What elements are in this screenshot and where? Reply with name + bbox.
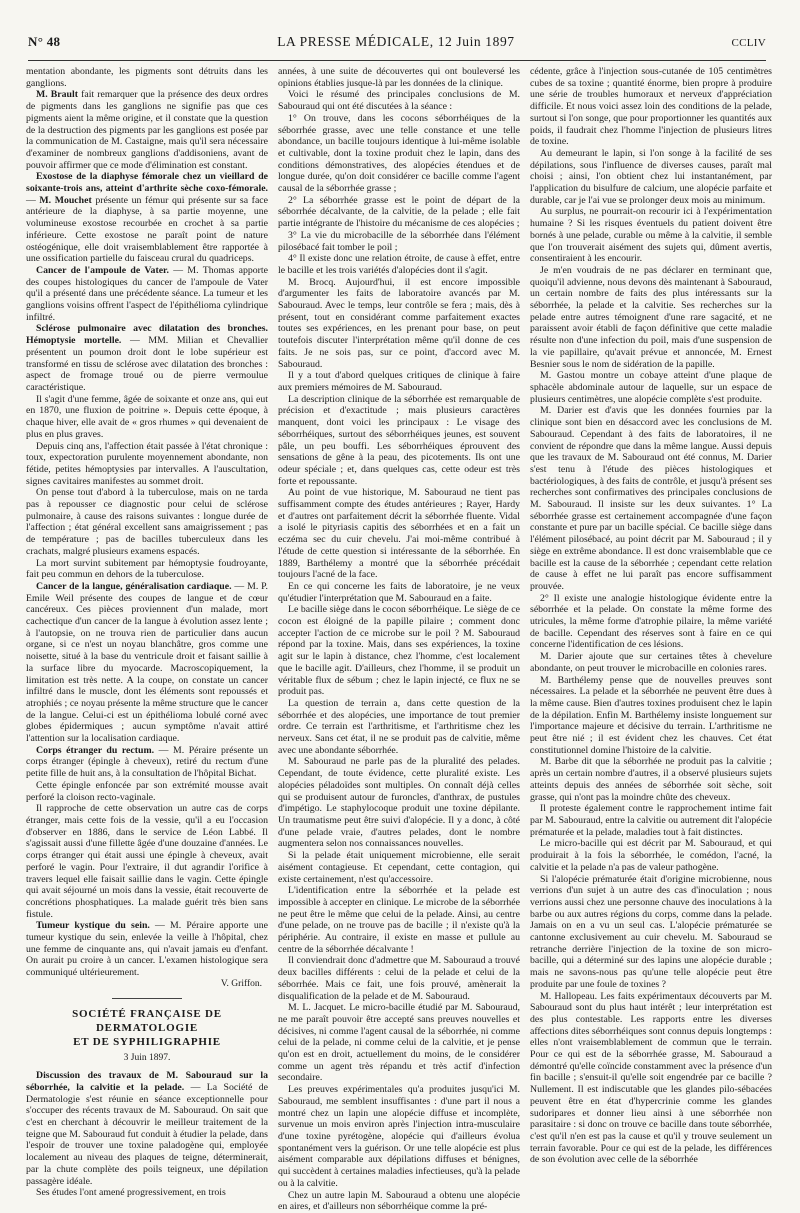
section-paragraph: Cancer de l'ampoule de Vater. — M. Thomas apporte des coupes histologiques du cancer de l'ampoule de Vater qu'il a présenté dans une précédente séance. La tumeur et les ganglions voisins offrent l'aspect de l'épithélioma cylindrique infiltré. bbox=[26, 264, 268, 323]
paragraph: M. Gastou montre un cobaye atteint d'une plaque de sphacèle abdominale autour de laquelle, sur un espace de plusieurs centimètres, une alopécie complète s'est produite. bbox=[530, 370, 772, 405]
paragraph: M. Darier ajoute que sur certaines têtes à chevelure abondante, on peut trouver le microbacille en colonies rares. bbox=[530, 651, 772, 674]
paragraph: Si la pelade était uniquement microbienne, elle serait aisément contagieuse. Et cependant, cette contagion, qui existe certainement, n'est qu'accessoire. bbox=[278, 850, 520, 885]
section-paragraph: Sclérose pulmonaire avec dilatation des bronches. Hémoptysie mortelle. — MM. Milian et Chevallier présentent un poumon droit dont le lobe supérieur est transformé en tissu de sclérose avec dilatation des bronches : aspect de fromage troué ou de pierre vermoulue caractéristique. bbox=[26, 323, 268, 393]
page-header bbox=[28, 34, 766, 58]
paragraph: Ses études l'ont amené progressivement, en trois bbox=[36, 1187, 226, 1199]
paragraph: Si l'alopécie prématurée était d'origine microbienne, nous verrions d'un sujet à un autre des cas d'inoculation ; nous verrions aussi chez une personne chauve des inoculations à la barbe ou aux autres régions du corps, comme dans la pelade. Jamais on en a vu un seul cas. L'alopécie prématurée se cantonne exclusivement au cuir chevelu. M. Sabouraud se retranche derrière l'injection de la toxine de son micro-bacille, qui a déterminé sur des lapins une alopécie durable ; mais ne savons-nous pas qu'une telle alopécie peut être produite par une foule de toxines ? bbox=[530, 873, 772, 990]
paragraph: 1° On trouve, dans les cocons séborrhéiques de la séborrhée grasse, avec une telle constance et une telle abondance, un bacille toujours identique à lui-même isolable et cultivable, dont la toxine produit chez le lapin, dans des conditions démonstratives, des alopécies étendues et de longue durée, qu'on doit considérer ce bacille comme l'agent causal de la séborrhée grasse ; bbox=[278, 112, 520, 195]
column-3 bbox=[530, 66, 772, 1166]
header-rule bbox=[28, 60, 766, 61]
section-title: Exostose de la diaphyse fémorale chez un vieillard de soixante-trois ans, atteint d'arthrite sèche coxo-fémorale. bbox=[26, 171, 268, 195]
paragraph: M. Brocq. Aujourd'hui, il est encore impossible d'argumenter les faits de laboratoire avancés par M. Sabouraud. Avec le temps, leur contrôle se fera ; mais, dès à présent, tout en considérant comme parfaitement exactes toutes ses expériences, en les prenant pour base, on peut toutefois discuter l'interprétation même qu'il donne de ces faits. Je ne sois pas, sur ce point, d'accord avec M. Sabouraud. bbox=[278, 276, 520, 370]
section-divider bbox=[112, 998, 182, 999]
paragraph: 2° La séborrhée grasse est le point de départ de la séborrhée décalvante, de la calvitie, de la pelade ; elle fait partie intégrante de l'histoire du mécanisme de ces alopécies ; bbox=[278, 194, 520, 230]
section-paragraph: Tumeur kystique du sein. — M. Péraire apporte une tumeur kystique du sein, enlevée la veille à l'hôpital, chez une femme de cinquante ans, qui n'avait jamais eu d'enfant. On aurait pu croire à un cancer. L'examen histologique sera communiqué ultérieurement. bbox=[26, 920, 268, 979]
paragraph: M. L. Jacquet. Le micro-bacille étudié par M. Sabouraud, ne me paraît pouvoir être accepté sans preuves nouvelles et décisives, ni comme l'agent causal de la séborrhée, ni comme celui de la pelade, ni comme celui de la calvitie, et je pense qu'on est en droit, actuellement du moins, de le considérer comme un agent très répandu et très actif d'infection secondaire. bbox=[278, 1002, 520, 1084]
column-1 bbox=[26, 66, 269, 1199]
paragraph: M. Brault fait remarquer que la présence des deux ordres de pigments dans les ganglions ne signifie pas que ces pigments aient la même origine, et il constate que la question de la destruction des pigments par les ganglions est posée par la communication de M. Castaigne, mais qu'il sera nécessaire d'examiner de nombreux ganglions d'addisoniens, avant de pouvoir affirmer que ce mode d'élimination est constant. bbox=[26, 89, 269, 171]
paragraph: La description clinique de la séborrhée est remarquable de précision et d'exactitude ; mais plusieurs caractères manquent, dont voici les principaux : Le visage des séborrhéiques, surtout des séborrhéiques jeunes, est souvent pâle, un peu bouffi. Les séborrhéiques éprouvent des sensations de gêne à la peau, des picotements. Ils ont une odeur spéciale ; et, dans quelques cas, cette odeur est très forte et repoussante. bbox=[278, 393, 520, 487]
paragraph: années, à une suite de découvertes qui ont bouleversé les opinions établies jusque-là par les données de la clinique. bbox=[278, 66, 520, 89]
page-folio: CCLIV bbox=[731, 37, 766, 49]
section-paragraph: Exostose de la diaphyse fémorale chez un vieillard de soixante-trois ans, atteint d'arthrite sèche coxo-fémorale. — M. Mouchet présente un fémur qui présente sur sa face antérieure de la diaphyse, à sa partie moyenne, une volumineuse exostose recourbée en crochet à sa partie inférieure. Cette exostose ne paraît point de nature ostéogénique, elle doit vraisemblablement être rapportée à une ossification partielle du faisceau crural du quadriceps. bbox=[26, 171, 268, 265]
column-2 bbox=[278, 66, 520, 1213]
paragraph: Il conviendrait donc d'admettre que M. Sabouraud a trouvé deux bacilles différents : celui de la pelade et celui de la séborrhée. Mais ce fait, une fois prouvé, amènerait la disqualification de la pelade et de M. Sabouraud. bbox=[278, 955, 520, 1002]
paragraph: Il y a tout d'abord quelques critiques de clinique à faire aux premiers mémoires de M. Sabouraud. bbox=[278, 370, 520, 393]
paragraph: Le micro-bacille qui est décrit par M. Sabouraud, et qui produirait à la fois la séborrhée, le comédon, l'acné, la calvitie et la pelade n'a pas de valeur pathogène. bbox=[530, 838, 772, 873]
society-heading: SOCIÉTÉ FRANÇAISE DE DERMATOLOGIE ET DE SYPHILIGRAPHIE bbox=[72, 1007, 222, 1048]
paragraph: On pense tout d'abord à la tuberculose, mais on ne tarda pas à repousser ce diagnostic pour celui de sclérose pulmonaire, à cause des raisons suivantes : longue durée de l'affection ; état général excellent sans amaigrissement ; pas de température ; pas de bacilles tuberculeux dans les crachats, malgré plusieurs examens espacés. bbox=[26, 487, 268, 557]
text-columns bbox=[26, 66, 772, 1213]
paragraph: Voici le résumé des principales conclusions de M. Sabouraud qui ont été discutées à la séance : bbox=[278, 89, 520, 113]
section-paragraph: Cancer de la langue, généralisation cardiaque. — M. P. Emile Weil présente des coupes de langue et de cœur cancéreux. Ces pièces proviennent d'un malade, mort cachectique d'un cancer de la langue à évolution assez lente ; à l'autopsie, on ne trouva rien de particulier dans aucun organe, si ce n'est un noyau blanchâtre, gros comme une noisette, situé à la base du ventricule droit et faisant saillie à la surface libre du myocarde. Macroscopiquement, la limitation est très nette. A la coupe, on constate un cancer infiltré dans le muscle, dont les éléments sont repoussés et atrophiés ; ce noyau présente la même structure que le cancer de la langue. Celui-ci est un épithélioma lobulé corné avec globes épidermiques ; aucun symptôme n'avait attiré l'attention sur la localisation cardiaque. bbox=[26, 580, 268, 745]
section-title: Discussion des travaux de M. Sabouraud sur la séborrhée, la calvitie et la pelade. bbox=[26, 1070, 268, 1093]
issue-number: N° 48 bbox=[28, 34, 61, 49]
paragraph: Au demeurant le lapin, si l'on songe à la facilité de ses dépilations, sous l'influence de diverses causes, paraît mal choisi ; ainsi, l'on obtient chez lui instantanément, par l'application du bisulfure de calcium, une alopécie parfaite et durable, car je l'ai vue se prolonger deux mois au minimum. bbox=[530, 147, 772, 206]
paragraph: L'identification entre la séborrhée et la pelade est impossible à accepter en clinique. Le microbe de la séborrhée ne peut être le même que celui de la pelade. Ainsi, au centre d'une pelade, on ne trouve pas de bacille ; il n'existe qu'à la périphérie. Au contraire, il existe en masse et pullule au centre de la séborrhée décalvante ! bbox=[278, 885, 520, 955]
meeting-date: 3 Juin 1897. bbox=[123, 1052, 171, 1063]
paragraph: Il s'agit d'une femme, âgée de soixante et onze ans, qui eut en 1870, une fluxion de poitrine ». Depuis cette époque, à chaque hiver, elle avait de « gros rhumes » qui devenaient de plus en plus graves. bbox=[26, 393, 268, 440]
section-title: Sclérose pulmonaire avec dilatation des bronches. Hémoptysie mortelle. bbox=[26, 323, 268, 347]
paragraph: Je m'en voudrais de ne pas déclarer en terminant que, quoiqu'il advienne, nous devons dès maintenant à Sabouraud, un certain nombre de faits des plus intéressants sur la séborrhée, la pelade et la calvitie. Ses recherches sur la pelade entre autres témoignent d'une rare sagacité, et ne paraissent avoir établi de façon définitive que cette maladie résulte non d'une infection du poil, mais d'une suspension de la vie papillaire, qu'avait prévue et annoncée, M. Ernest Besnier sous le nom de sidération de la papille. bbox=[530, 264, 772, 370]
section-title: Cancer de l'ampoule de Vater. bbox=[36, 264, 169, 276]
paragraph: La question de terrain a, dans cette question de la séborrhée et des alopécies, une importance de tout premier ordre. Ce terrain est l'arthritisme, et l'arthritisme chez les nerveux. Sans cet état, il ne se produit pas de calvitie, même avec une abondante séborrhée. bbox=[278, 697, 520, 756]
paragraph: En ce qui concerne les faits de laboratoire, je ne veux qu'étudier l'interprétation que M. Sabouraud en a faite. bbox=[278, 580, 520, 604]
section-title: Corps étranger du rectum. bbox=[36, 744, 155, 756]
paragraph: La mort survint subitement par hémoptysie foudroyante, fait peu commun en dehors de la tuberculose. bbox=[26, 557, 268, 581]
paragraph: Chez un autre lapin M. Sabouraud a obtenu une alopécie en aires, et d'ailleurs non séborrhéique comme la pré- bbox=[278, 1189, 520, 1213]
paragraph: 2° Il existe une analogie histologique évidente entre la séborrhée et la pelade. On constate la même forme des utricules, la même forme d'atrophie pilaire, la même variété de bacille. Cependant des réserves sont à faire en ce qui concerne l'identification de ces lésions. bbox=[530, 592, 772, 651]
paragraph: 4° Il existe donc une relation étroite, de cause à effet, entre le bacille et les trois variétés d'alopécies dont il s'agit. bbox=[278, 253, 520, 276]
paragraph: Cette épingle enfoncée par son extrémité mousse avait perforé la cloison recto-vaginale. bbox=[26, 779, 268, 803]
paragraph: mentation abondante, les pigments sont détruits dans les ganglions. bbox=[26, 66, 268, 89]
paragraph: Il rapproche de cette observation un autre cas de corps étranger, mais cette fois de la vessie, qu'il a eu l'occasion d'observer en 1886, dans le service de Léon Labbé. Il s'agissait aussi d'une fillette âgée d'une douzaine d'années. Le corps étranger qui était aussi une épingle à cheveux, avait perforé le vagin. Pour l'extraire, il dut agrandir l'orifice à travers lequel elle faisait saillie dans le vagin. Cette épingle qui avait séjourné un mois dans la vessie, était recouverte de concrétions phosphatiques. La malade guérit très bien sans fistule. bbox=[26, 803, 268, 920]
paragraph: M. Hallopeau. Les faits expérimentaux découverts par M. Sabouraud sont du plus haut intérêt ; leur interprétation est des plus contestable. Les rapports entre les diverses affections dites séborrhéiques sont connus depuis longtemps : elles n'ont vraisemblablement de commun que le terrain. Pour ce qui est de la séborrhée grasse, M. Sabouraud a démontré qu'elle coïncide constamment avec la présence d'un fin bacille ; s'ensuit-il qu'elle soit engendrée par ce bacille ? Nullement. Il est indiscutable que les glandes pilo-sébacées peuvent être en état d'hypercrinie comme les glandes sudoripares et donner lieu ainsi à une séborrhée non parasitaire : si donc on trouve ce bacille dans toute séborrhée, c'est qu'il n'en est pas la cause et qu'il y trouve seulement un terrain favorable. Pour ce qui est de la pelade, les différences de son évolution avec celle de la séborrhée bbox=[530, 990, 772, 1166]
paragraph: Au surplus, ne pourrait-on recourir ici à l'expérimentation humaine ? Si les risques éventuels du patient doivent être bornés à une pelade, curable ou même à la calvitie, il semble que l'on trouverait aisément des sujets qui, dûment avertis, consentiraient à les encourir. bbox=[530, 206, 772, 265]
paragraph: M. Barthélemy pense que de nouvelles preuves sont nécessaires. La pelade et la séborrhée ne peuvent être dues à la même cause. Bien d'autres toxines produisent chez le lapin de la dépilation. Enfin M. Barthélemy insiste longuement sur l'importance majeure et décisive du terrain. L'arthritisme ne peut être nié ; il est évident chez les chauves. Cet état constitutionnel domine l'histoire de la calvitie. bbox=[530, 674, 772, 756]
signature: V. Griffon. bbox=[220, 978, 262, 989]
paragraph: M. Sabouraud ne parle pas de la pluralité des pelades. Cependant, de toute évidence, cette pluralité existe. Les alopécies péladoïdes sont multiples. On connaît déjà celles qui se produisent autour de furoncles, d'anthrax, de pustules d'impétigo. Le staphylocoque produit une toxine dépilante. Un traumatisme peut être suivi d'alopécie. Il y a donc, à côté d'une pelade vraie, d'autres pelades, dont le nombre augmentera selon nos connaissances nouvelles. bbox=[278, 756, 520, 850]
section-title: Cancer de la langue, généralisation cardiaque. bbox=[36, 580, 232, 592]
paragraph: Au point de vue historique, M. Sabouraud ne tient pas suffisamment compte des études antérieures ; Rayer, Hardy et d'autres ont parfaitement décrit la séborrhée fluente. Vidal a isolé le pityriasis capitis des séborrhées et en a fait un eczéma sec du cuir chevelu. J'ai moi-même contribué à l'étude de cette question si intéressante de la séborrhée. En 1889, Barthélemy a montré que la séborrhée précédait toujours l'acné de la face. bbox=[278, 487, 520, 581]
paragraph: Depuis cinq ans, l'affection était passée à l'état chronique : toux, expectoration purulente moyennement abondante, non fétide, petites hémoptysies par intervalles. A l'auscultation, signes cavitaires manifestes au sommet droit. bbox=[26, 440, 268, 487]
section-paragraph: Corps étranger du rectum. — M. Péraire présente un corps étranger (épingle à cheveux), retiré du rectum d'une petite fille de huit ans, à la consultation de l'hôpital Bichat. bbox=[26, 744, 268, 780]
journal-title: LA PRESSE MÉDICALE, 12 Juin 1897 bbox=[277, 34, 515, 49]
paragraph: Les preuves expérimentales qu'a produites jusqu'ici M. Sabouraud, me semblent insuffisantes : d'une part il nous a montré chez un lapin une alopécie diffuse et incomplète, survenue un mois environ après l'injection intra-musculaire d'une toxine pyrétogène, alopécie qui d'ailleurs évolua spontanément vers la guérison. Or une telle alopécie est plus aisément comparable aux dépilations diffuses et bénignes, qui succèdent à certaines maladies infectieuses, qu'à la pelade ou à la calvitie. bbox=[278, 1084, 520, 1189]
paragraph: M. Barbe dit que la séborrhée ne produit pas la calvitie ; après un certain nombre d'autres, il a observé plusieurs sujets atteints depuis des années de séborrhée soit sèche, soit grasse, qui n'ont pas la moindre chûte des cheveux. bbox=[530, 756, 772, 803]
section-title: Tumeur kystique du sein. bbox=[36, 920, 150, 932]
paragraph: 3° La vie du microbacille de la séborrhée dans l'élément pilosébacé fait tomber le poil ; bbox=[278, 229, 520, 253]
paragraph: Le bacille siège dans le cocon séborrhéique. Le siège de ce cocon est éloigné de la papille pilaire ; comment donc accepter l'action de ce microbe sur le poil ? M. Sabouraud répond par la toxine. Mais, dans ses expériences, la toxine agit sur le lapin à distance, chez l'homme, c'est localement que le bacille agit. D'ailleurs, chez l'homme, il se produit un véritable flux de sébum ; chez le lapin injecté, ce flux ne se produit pas. bbox=[278, 604, 520, 698]
paragraph: Il proteste également contre le rapprochement intime fait par M. Sabouraud, entre la calvitie ou autrement dit l'alopécie prématurée et la pelade, maladies tout à fait distinctes. bbox=[530, 803, 772, 838]
paragraph: M. Darier est d'avis que les données fournies par la clinique sont bien en désaccord avec les conclusions de M. Sabouraud. Cependant à des faits de laboratoires, il ne convient de répondre que dans la même langue. Aussi depuis que les travaux de M. Sabouraud ont été connus, M. Darier s'est tenu à l'étude des pièces histologiques et bactériologiques, à des faits de contrôle, et jusqu'à présent ses recherches sont confirmatives des principales conclusions de M. Sabouraud. Il insiste sur les deux suivantes. 1° La séborrhée grasse est certainement accompagnée d'une façon constante et pure par un bacille spécial. Ce bacille siège dans l'élément pilosébacé, au point décrit par M. Sabouraud ; il y siège en extrême abondance. Il est donc vraisemblable que ce bacille est la cause de la séborrhée ; cependant cette relation de cause à effet ne lui paraît pas encore suffisamment prouvée. bbox=[530, 405, 772, 592]
section-paragraph: Discussion des travaux de M. Sabouraud sur la séborrhée, la calvitie et la pelade. — La Société de Dermatologie s'est réunie en séance exceptionnelle pour s'occuper des récents travaux de M. Sabouraud. On sait que c'est en cherchant à découvrir le meilleur traitement de la teigne que M. Sabouraud fut conduit à étudier la pelade, dans l'espoir de trouver une toxine paladogène qui, employée localement au niveau des plaques de teigne, déterminerait, par la chute complète des poils teigneux, une dépilation passagère idéale. bbox=[26, 1070, 269, 1187]
paragraph: cédente, grâce à l'injection sous-cutanée de 105 centimètres cubes de sa toxine ; quantité énorme, bien propre à produire une série de troubles humoraux et nerveux d'appréciation difficile. Et nous voici assez loin des conditions de la pelade, surtout si l'on songe, que pour proportionner les quantités aux poids, il faudrait chez l'homme l'injection de plusieurs litres de toxine. bbox=[530, 66, 772, 148]
